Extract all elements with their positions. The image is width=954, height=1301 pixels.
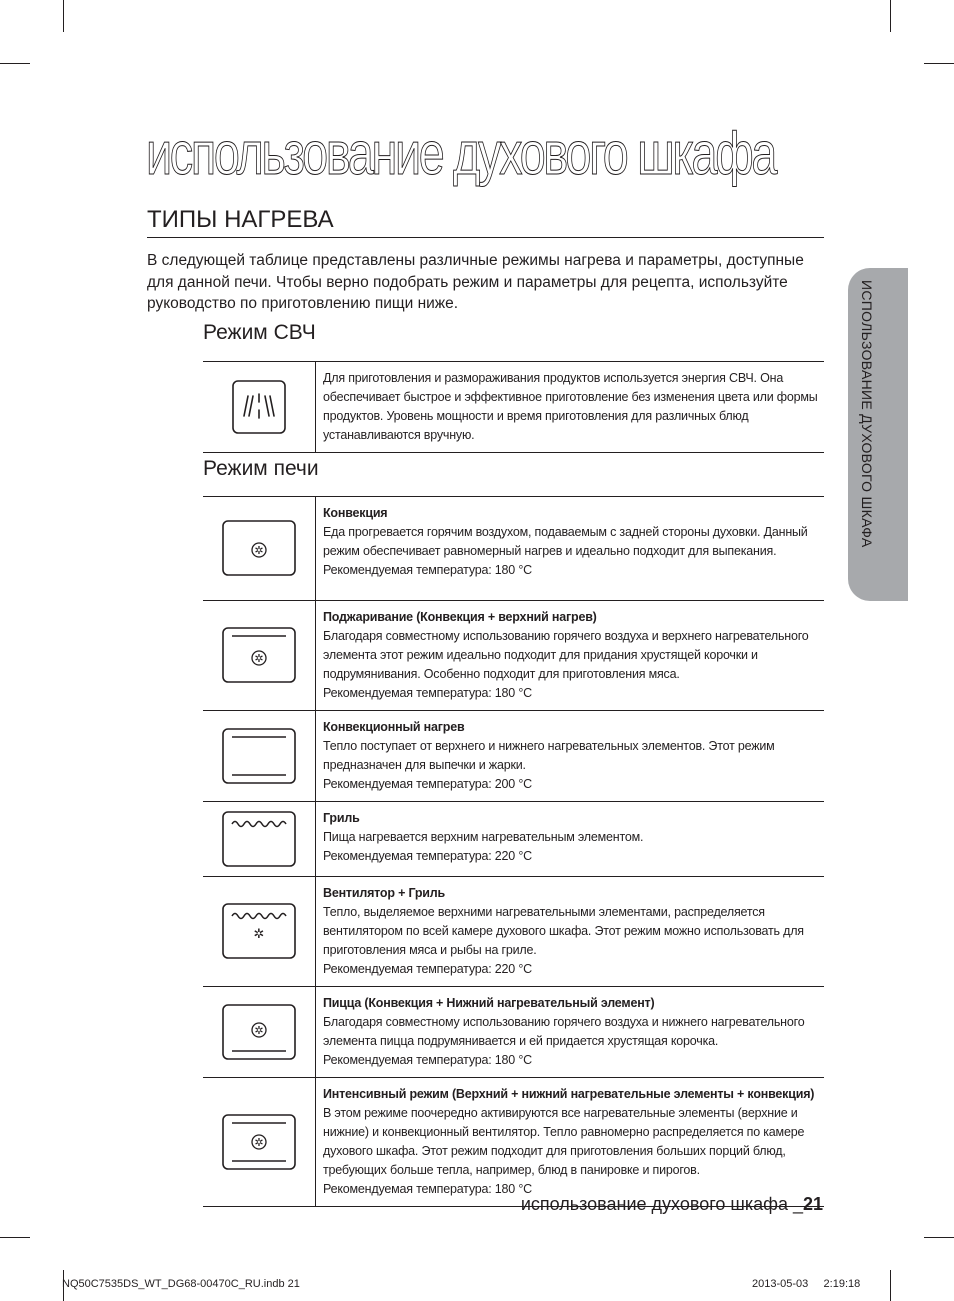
mode-temperature: Рекомендуемая температура: 220 °C	[323, 961, 532, 976]
mode-temperature: Рекомендуемая температура: 180 °C	[323, 685, 532, 700]
mode-description: Тепло, выделяемое верхними нагревательными элементами, распределяется вентилятором по всей камере духового шкафа. Этот режим можно использовать для приготовления мяса и рыбы на гриле.	[323, 904, 804, 957]
svg-text:✲: ✲	[253, 927, 265, 942]
mode-name: Пицца (Конвекция + Нижний нагревательный элемент)	[323, 995, 655, 1010]
print-info-right: 2013-05-03 2:19:18	[752, 1278, 861, 1290]
icon-cell	[203, 876, 316, 986]
svg-text:✲: ✲	[254, 1135, 264, 1149]
microwave-icon	[232, 380, 286, 434]
table-row	[203, 986, 824, 1077]
svg-text:✲: ✲	[254, 652, 264, 665]
table-row	[203, 600, 824, 710]
description-cell	[316, 362, 825, 453]
mode-temperature: Рекомендуемая температура: 180 °C	[323, 563, 532, 577]
crop-mark	[890, 0, 891, 32]
mode-name: Конвекционный нагрев	[323, 719, 465, 734]
description-cell	[316, 1077, 825, 1206]
microwave-description: Для приготовления и размораживания продуктов используется энергия СВЧ. Она обеспечивает быстрое и эффективное приготовление без изменения цвета или формы продуктов. Уровень мощности и время приготовления для различных блюд устанавливаются вручную.	[323, 371, 818, 442]
oven-table	[203, 497, 824, 1207]
description-cell	[316, 876, 825, 986]
icon-cell	[203, 600, 316, 710]
mode-description: Благодаря совместному использованию горячего воздуха и нижнего нагревательного элемента пицца подрумянивается и ей придается хрустящая корочка.	[323, 1014, 805, 1048]
description-cell	[316, 986, 825, 1077]
crop-mark	[0, 63, 30, 64]
pizza-icon	[222, 1004, 296, 1060]
crop-mark	[63, 0, 64, 32]
svg-text:✲: ✲	[254, 544, 264, 558]
mode-name: Интенсивный режим (Верхний + нижний нагревательные элементы + конвекция)	[323, 1086, 815, 1101]
crop-mark	[890, 1270, 891, 1301]
crop-mark	[924, 1237, 954, 1238]
table-row	[203, 1077, 824, 1206]
description-cell	[316, 600, 825, 710]
icon-cell	[203, 1077, 316, 1206]
microwave-table	[203, 362, 824, 453]
table-row	[203, 710, 824, 801]
mode-description: В этом режиме поочередно активируются все нагревательные элементы (верхние и нижние) и конвекционный вентилятор. Тепло равномерно распределяется по камере духового шкафа. Этот режим подходит для приготовления больших порций блюд, требующих больше тепла, например, блюд в панировке и пирогов.	[323, 1105, 805, 1177]
footer-label: использование духового шкафа _	[520, 1194, 803, 1214]
icon-cell	[203, 710, 316, 801]
page-title: использование духового шкафа	[146, 120, 776, 187]
table-row	[203, 362, 824, 453]
mode-description: Тепло поступает от верхнего и нижнего нагревательных элементов. Этот режим предназначен для выпечки и жарки.	[323, 738, 775, 772]
intro-paragraph: В следующей таблице представлены различные режимы нагрева и параметры, доступные для данной печи. Чтобы верно подобрать режим и параметры для рецепта, используйте руководство по приготовлению пищи ниже.	[147, 252, 804, 312]
convection-top-heat-icon	[222, 627, 296, 683]
print-info-left: NQ50C7535DS_WT_DG68-00470C_RU.indb 21	[62, 1278, 300, 1290]
svg-text:✲: ✲	[254, 1023, 264, 1037]
page-footer	[521, 1192, 823, 1216]
page-number: 21	[802, 1194, 823, 1214]
mode-name: Вентилятор + Гриль	[323, 885, 445, 900]
mode-temperature: Рекомендуемая температура: 180 °C	[323, 1052, 532, 1067]
description-cell	[316, 710, 825, 801]
mode-description: Еда прогревается горячим воздухом, подаваемым с задней стороны духовки. Данный режим обеспечивает равномерный нагрев и идеально подходит для выпекания.	[323, 525, 808, 558]
convection-icon	[222, 520, 296, 576]
mode-description: Благодаря совместному использованию горячего воздуха и верхнего нагревательного элемента этот режим идеально подходит для придания хрустящей корочки и подрумянивания. Особенно подходит для приготовления мяса.	[323, 628, 809, 681]
grill-icon	[222, 811, 296, 867]
crop-mark	[924, 63, 954, 64]
description-cell	[316, 497, 825, 600]
mode-temperature: Рекомендуемая температура: 200 °C	[323, 776, 532, 791]
icon-cell	[203, 801, 316, 876]
table-row	[203, 876, 824, 986]
icon-cell	[203, 362, 316, 453]
mode-name: Гриль	[323, 810, 360, 825]
icon-cell	[203, 986, 316, 1077]
mode-name: Конвекция	[323, 506, 388, 520]
icon-cell	[203, 497, 316, 600]
mode-temperature: Рекомендуемая температура: 220 °C	[323, 848, 532, 863]
top-bottom-heat-icon	[222, 728, 296, 784]
oven-heading: Режим печи	[203, 457, 319, 480]
fan-grill-icon	[222, 903, 296, 959]
microwave-heading: Режим СВЧ	[203, 321, 316, 344]
description-cell	[316, 801, 825, 876]
mode-description: Пища нагревается верхним нагревательным элементом.	[323, 829, 644, 844]
mode-temperature: Рекомендуемая температура: 180 °C	[323, 1181, 532, 1196]
table-row	[203, 497, 824, 600]
section-divider	[147, 237, 824, 238]
intensive-icon	[222, 1114, 296, 1170]
table-row	[203, 801, 824, 876]
section-title: ТИПЫ НАГРЕВА	[147, 206, 334, 233]
mode-name: Поджаривание (Конвекция + верхний нагрев)	[323, 609, 597, 624]
chapter-tab-label: ИСПОЛЬЗОВАНИЕ ДУХОВОГО ШКАФА	[859, 280, 875, 548]
crop-mark	[0, 1237, 30, 1238]
